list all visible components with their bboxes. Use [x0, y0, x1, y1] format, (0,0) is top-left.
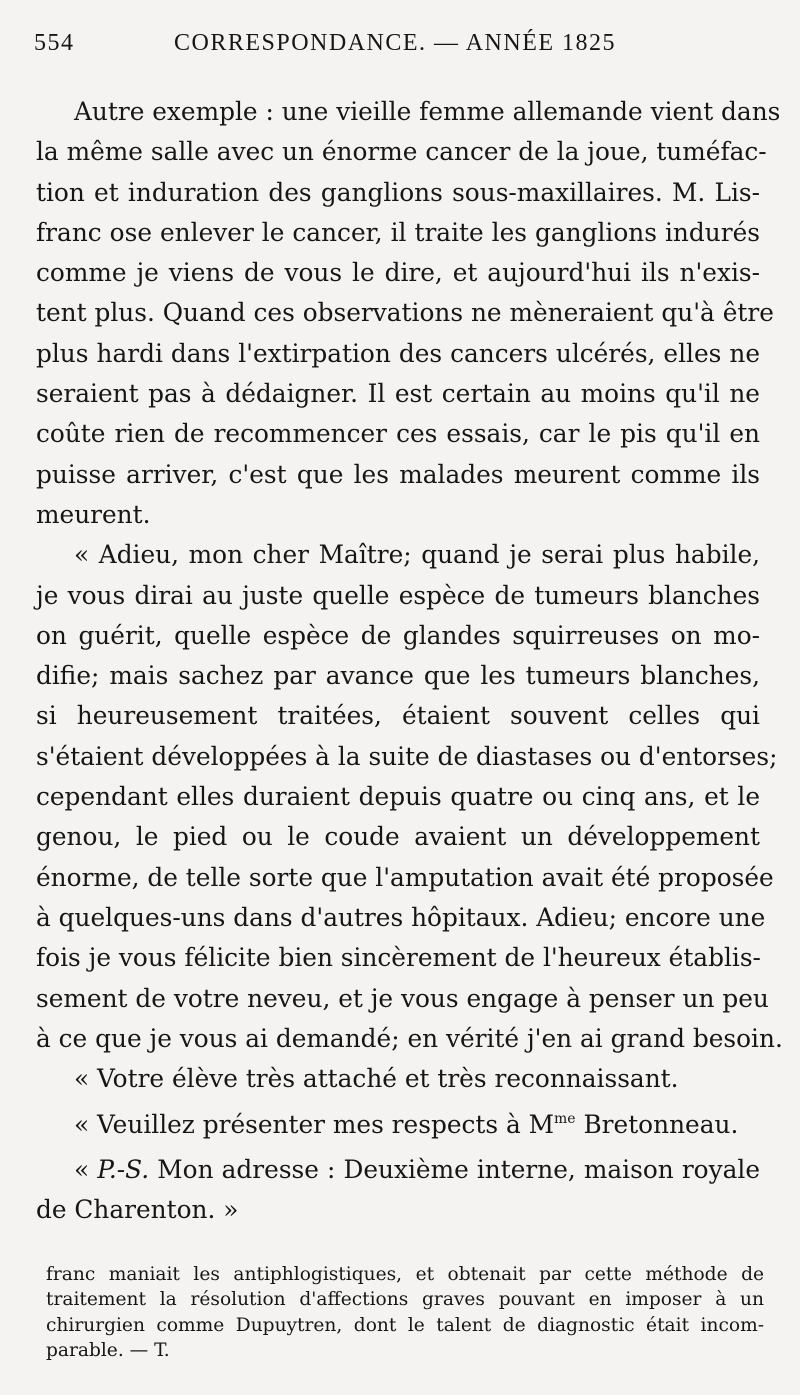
text-line: à ce que je vous ai demandé; en vérité j'en ai grand besoin.	[36, 1023, 783, 1053]
text-line	[36, 1099, 760, 1139]
text-line: Autre exemple : une vieille femme allemande vient dans	[74, 97, 781, 126]
body-text	[36, 92, 783, 1230]
text-line: cependant elles duraient depuis quatre ou cinq ans, et le	[36, 782, 760, 812]
text-line: tion et induration des ganglions sous-maxillaires. M. Lis-	[36, 177, 760, 207]
footnote-line: traitement la résolution d'affections graves pouvant en imposer à un	[46, 1289, 764, 1311]
text-line: sement de votre neveu, et je vous engage à penser un peu	[36, 983, 769, 1013]
postscript-label: P.-S.	[97, 1154, 150, 1184]
footnote-line: chirurgien comme Dupuytren, dont le talent de diagnostic était incom-	[46, 1314, 764, 1336]
text-line: la même salle avec un énorme cancer de la joue, tuméfac-	[36, 137, 767, 167]
text-line: fois je vous félicite bien sincèrement de l'heureux établis-	[36, 943, 761, 973]
text-line: difie; mais sachez par avance que les tumeurs blanches,	[36, 661, 760, 691]
text-line: tent plus. Quand ces observations ne mèneraient qu'à être	[36, 298, 774, 328]
text-line: de Charenton. »	[36, 1195, 239, 1225]
text-line: coûte rien de recommencer ces essais, car le pis qu'il en	[36, 419, 760, 449]
text-line: si heureusement traitées, étaient souvent celles qui	[36, 701, 760, 731]
text-line: « Votre élève très attaché et très reconnaissant.	[74, 1064, 679, 1094]
text-line: s'étaient développées à la suite de diastases ou d'entorses;	[36, 741, 778, 771]
text-fragment: « Veuillez présenter mes respects à M	[74, 1110, 555, 1140]
text-line: on guérit, quelle espèce de glandes squirreuses on mo-	[36, 620, 760, 650]
text-line: énorme, de telle sorte que l'amputation avait été proposée	[36, 862, 774, 892]
text-line: puisse arriver, c'est que les malades meurent comme ils	[36, 459, 760, 489]
superscript: me	[554, 1111, 576, 1128]
text-line: comme je viens de vous le dire, et aujourd'hui ils n'exis-	[36, 258, 760, 288]
text-fragment: Mon adresse : Deuxième interne, maison royale	[149, 1154, 760, 1184]
text-line: « Adieu, mon cher Maître; quand je serai plus habile,	[74, 540, 760, 570]
text-line: seraient pas à dédaigner. Il est certain au moins qu'il ne	[36, 379, 760, 409]
text-fragment: Bretonneau.	[575, 1110, 739, 1140]
page-header	[34, 30, 764, 66]
text-line: franc ose enlever le cancer, il traite les ganglions indurés	[36, 217, 760, 247]
text-line: genou, le pied ou le coude avaient un développement	[36, 822, 760, 852]
text-line: meurent.	[36, 499, 151, 529]
text-line: à quelques-uns dans d'autres hôpitaux. Adieu; encore une	[36, 902, 766, 932]
text-line: je vous dirai au juste quelle espèce de tumeurs blanches	[36, 580, 760, 610]
text-fragment: «	[74, 1154, 98, 1184]
footnote-line: franc maniait les antiphlogistiques, et obtenait par cette méthode de	[46, 1264, 764, 1285]
footnote	[46, 1262, 764, 1364]
text-line	[36, 1150, 760, 1190]
text-line: plus hardi dans l'extirpation des cancers ulcérés, elles ne	[36, 338, 760, 368]
page-number: 554	[34, 30, 75, 56]
running-title: CORRESPONDANCE. — ANNÉE 1825	[174, 30, 617, 56]
footnote-line: parable. — T.	[46, 1340, 170, 1362]
